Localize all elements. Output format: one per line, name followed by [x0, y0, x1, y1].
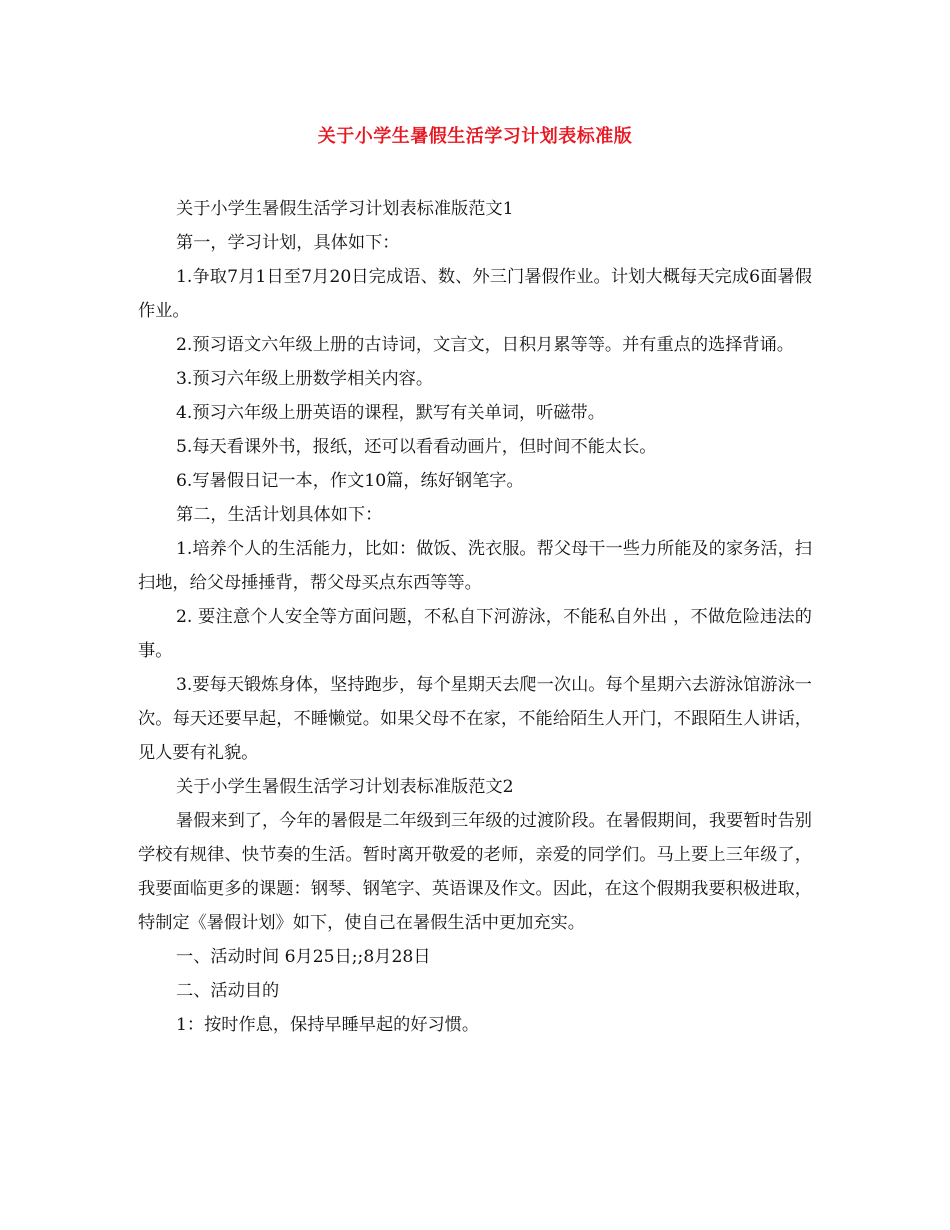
study-item-3: 3.预习六年级上册数学相关内容。 — [176, 369, 434, 389]
activity-purpose-heading: 二、活动目的 — [176, 981, 280, 1001]
study-item-2: 2.预习语文六年级上册的古诗词，文言文，日积月累等等。并有重点的选择背诵。 — [176, 335, 794, 355]
life-item-3: 3.要每天锻炼身体，坚持跑步，每个星期天去爬一次山。每个星期六去游泳馆游泳一次。每天还要早起，不睡懒觉。如果父母不在家，不能给陌生人开门，不跟陌生人讲话，见人要有礼貌。 — [138, 675, 812, 763]
document-body — [138, 192, 812, 1042]
study-item-5: 5.每天看课外书，报纸，还可以看看动画片，但时间不能太长。 — [176, 437, 657, 457]
study-item-4: 4.预习六年级上册英语的课程，默写有关单词，听磁带。 — [176, 403, 605, 423]
section-heading-2: 关于小学生暑假生活学习计划表标准版范文2 — [176, 777, 514, 797]
study-item-6: 6.写暑假日记一本，作文10篇，练好钢笔字。 — [176, 471, 524, 491]
life-plan-heading: 第二，生活计划具体如下： — [176, 505, 383, 525]
life-item-1: 1.培养个人的生活能力，比如：做饭、洗衣服。帮父母干一些力所能及的家务活，扫扫地，给父母捶捶背，帮父母买点东西等等。 — [138, 539, 812, 593]
document-title: 关于小学生暑假生活学习计划表标准版 — [317, 126, 633, 147]
activity-time: 一、活动时间 6月25日;;8月28日 — [176, 947, 431, 967]
study-item-1: 1.争取7月1日至7月20日完成语、数、外三门暑假作业。计划大概每天完成6面暑假作业。 — [138, 267, 812, 321]
section-heading-1: 关于小学生暑假生活学习计划表标准版范文1 — [176, 199, 514, 219]
study-plan-heading: 第一，学习计划，具体如下： — [176, 233, 400, 253]
intro-paragraph: 暑假来到了，今年的暑假是二年级到三年级的过渡阶段。在暑假期间，我要暂时告别学校有规律、快节奏的生活。暂时离开敬爱的老师，亲爱的同学们。马上要上三年级了，我要面临更多的课题：钢琴、钢笔字、英语课及作文。因此，在这个假期我要积极进取，特制定《暑假计划》如下，使自己在暑假生活中更加充实。 — [138, 811, 812, 933]
life-item-2: 2. 要注意个人安全等方面问题，不私自下河游泳，不能私自外出 ，不做危险违法的事。 — [138, 607, 812, 661]
purpose-item-1: 1：按时作息，保持早睡早起的好习惯。 — [176, 1015, 480, 1035]
